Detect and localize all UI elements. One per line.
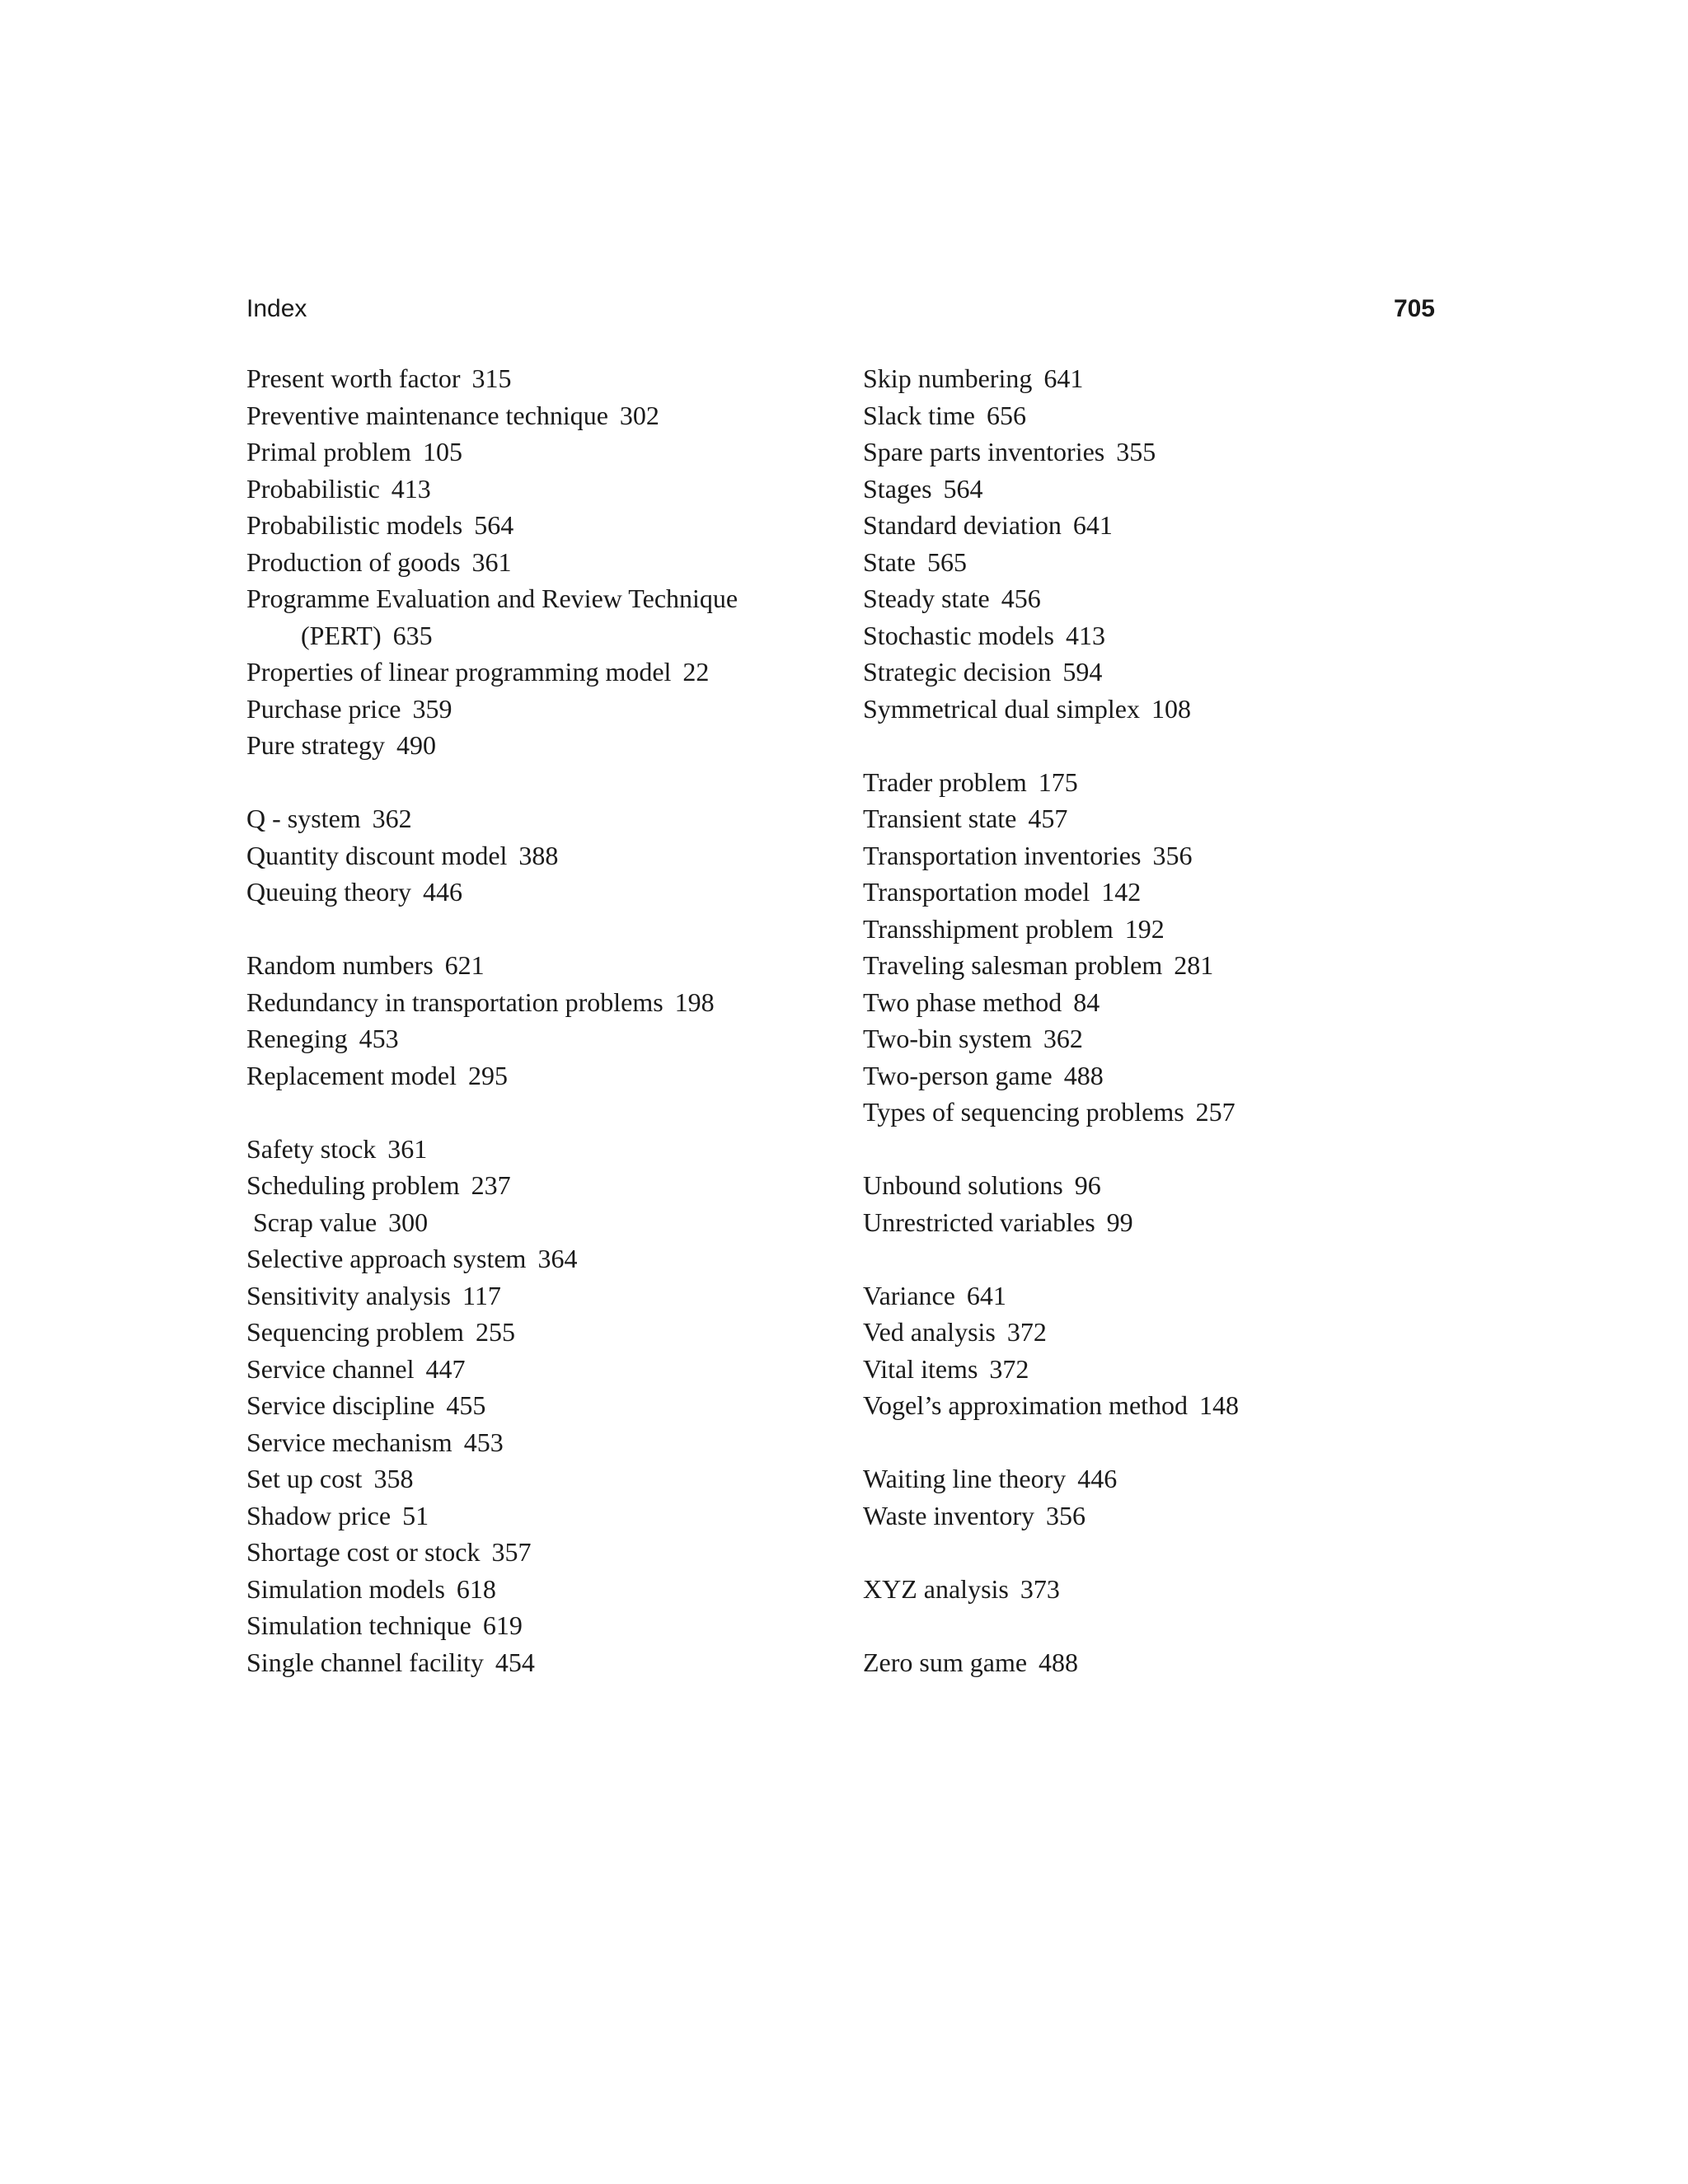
index-page-ref: 446 bbox=[1077, 1464, 1118, 1493]
index-page-ref: 96 bbox=[1074, 1170, 1101, 1200]
index-page-ref: 108 bbox=[1151, 693, 1191, 724]
index-page-ref: 175 bbox=[1038, 766, 1078, 797]
page-number: 705 bbox=[1393, 295, 1435, 322]
index-page-ref: 99 bbox=[1106, 1207, 1133, 1237]
index-entry bbox=[246, 1534, 823, 1571]
index-term: Primal problem bbox=[246, 437, 411, 466]
index-entry bbox=[246, 1571, 823, 1608]
index-term: Quantity discount model bbox=[246, 840, 508, 870]
running-header bbox=[246, 288, 1435, 330]
index-entry bbox=[863, 617, 1440, 654]
index-page-ref: 656 bbox=[986, 400, 1026, 430]
index-page-ref: 84 bbox=[1073, 987, 1100, 1017]
index-page-ref: 635 bbox=[392, 620, 433, 650]
index-term: Spare parts inventories bbox=[863, 437, 1105, 466]
index-page-ref: 641 bbox=[1043, 363, 1084, 393]
index-term: Stages bbox=[863, 473, 932, 504]
index-term: Service discipline bbox=[246, 1390, 435, 1420]
index-page-ref: 621 bbox=[444, 950, 485, 980]
index-page-ref: 641 bbox=[966, 1280, 1006, 1310]
index-page-ref: 302 bbox=[619, 400, 659, 430]
index-entry bbox=[246, 984, 823, 1021]
index-entry bbox=[863, 1497, 1440, 1535]
index-entry bbox=[863, 1020, 1440, 1057]
index-entry bbox=[246, 1204, 823, 1241]
index-term: Random numbers bbox=[246, 950, 434, 980]
index-page-ref: 198 bbox=[674, 987, 715, 1017]
index-term: Sequencing problem bbox=[246, 1317, 464, 1347]
index-term: Slack time bbox=[863, 400, 975, 430]
index-page-ref: 22 bbox=[682, 657, 710, 687]
index-term: Pure strategy bbox=[246, 730, 385, 760]
index-page-ref: 488 bbox=[1039, 1647, 1079, 1677]
index-page-ref: 619 bbox=[482, 1610, 523, 1640]
index-term: Selective approach system bbox=[246, 1244, 527, 1273]
index-term: Transshipment problem bbox=[863, 913, 1114, 944]
index-entry bbox=[246, 947, 823, 984]
index-entry bbox=[246, 1387, 823, 1424]
index-page-ref: 373 bbox=[1020, 1573, 1060, 1604]
index-term: Ved analysis bbox=[863, 1317, 996, 1347]
index-page-ref: 356 bbox=[1046, 1500, 1086, 1530]
index-page-ref: 446 bbox=[422, 877, 462, 907]
index-page-ref: 454 bbox=[495, 1647, 535, 1677]
index-page-ref: 564 bbox=[943, 473, 983, 504]
index-entry bbox=[863, 1387, 1440, 1424]
index-page-ref: 413 bbox=[1065, 620, 1105, 650]
index-term: Reneging bbox=[246, 1024, 348, 1053]
index-entry bbox=[863, 1571, 1440, 1608]
index-entry bbox=[246, 1460, 823, 1497]
index-term: Sensitivity analysis bbox=[246, 1280, 451, 1310]
index-term: Transient state bbox=[863, 804, 1017, 833]
index-page-ref: 300 bbox=[388, 1207, 429, 1237]
index-page-ref: 356 bbox=[1152, 840, 1193, 870]
index-entry bbox=[246, 544, 823, 581]
index-entry bbox=[863, 1094, 1440, 1131]
index-page-ref: 359 bbox=[412, 693, 452, 724]
index-entry bbox=[863, 874, 1440, 911]
index-page-ref: 565 bbox=[926, 546, 967, 577]
index-page-ref: 372 bbox=[989, 1353, 1029, 1384]
index-entry bbox=[246, 1424, 823, 1461]
index-term: Two-bin system bbox=[863, 1024, 1032, 1053]
index-page-ref: 257 bbox=[1195, 1097, 1236, 1127]
index-term: Shortage cost or stock bbox=[246, 1537, 481, 1567]
index-column-left bbox=[246, 360, 823, 1718]
index-term: Redundancy in transportation problems bbox=[246, 987, 663, 1017]
index-term: Probabilistic models bbox=[246, 510, 463, 540]
index-term: Scheduling problem bbox=[246, 1170, 460, 1200]
index-page-ref: 281 bbox=[1174, 950, 1214, 980]
index-term: Simulation technique bbox=[246, 1610, 471, 1640]
index-entry bbox=[863, 911, 1440, 948]
index-entry bbox=[246, 1057, 823, 1094]
index-term: Skip numbering bbox=[863, 363, 1033, 393]
index-entry bbox=[863, 1460, 1440, 1497]
index-entry bbox=[246, 1497, 823, 1535]
index-term: Present worth factor bbox=[246, 363, 461, 393]
index-entry bbox=[246, 1314, 823, 1351]
index-term: Replacement model bbox=[246, 1060, 457, 1090]
index-term: Two-person game bbox=[863, 1060, 1053, 1090]
index-page-ref: 413 bbox=[391, 473, 431, 504]
index-page-ref: 362 bbox=[372, 804, 412, 833]
index-term: Q - system bbox=[246, 804, 361, 833]
index-page-ref: 456 bbox=[1001, 583, 1041, 613]
index-entry bbox=[246, 1644, 823, 1681]
index-entry bbox=[246, 874, 823, 911]
index-term: Steady state bbox=[863, 583, 990, 613]
index-entry bbox=[246, 397, 823, 434]
index-letter-group bbox=[863, 1571, 1440, 1608]
index-term: Transportation model bbox=[863, 877, 1090, 907]
index-term: Waste inventory bbox=[863, 1500, 1035, 1530]
index-term: Waiting line theory bbox=[863, 1464, 1067, 1493]
index-page-ref: 372 bbox=[1006, 1317, 1047, 1347]
index-page-ref: 453 bbox=[359, 1024, 399, 1053]
index-term: Service mechanism bbox=[246, 1427, 452, 1457]
index-term: Purchase price bbox=[246, 693, 401, 724]
index-term-continuation bbox=[246, 617, 823, 654]
index-term: Scrap value bbox=[253, 1207, 377, 1237]
index-term: Production of goods bbox=[246, 546, 461, 577]
index-letter-group bbox=[246, 947, 823, 1094]
index-entry bbox=[246, 1607, 823, 1644]
index-term: Preventive maintenance technique bbox=[246, 400, 608, 430]
index-page-ref: 564 bbox=[474, 510, 514, 540]
index-entry bbox=[863, 1057, 1440, 1094]
index-letter-group bbox=[863, 1460, 1440, 1534]
index-entry bbox=[246, 1131, 823, 1168]
index-entry bbox=[246, 654, 823, 691]
index-letter-group bbox=[246, 800, 823, 911]
index-term: Simulation models bbox=[246, 1573, 445, 1604]
index-page-ref: 618 bbox=[456, 1573, 496, 1604]
index-entry bbox=[863, 984, 1440, 1021]
index-term-continuation-text: (PERT) bbox=[301, 620, 382, 650]
index-entry bbox=[246, 471, 823, 508]
index-entry bbox=[863, 1204, 1440, 1241]
index-letter-group bbox=[246, 360, 823, 764]
index-entry bbox=[863, 1644, 1440, 1681]
index-term: Programme Evaluation and Review Technique bbox=[246, 583, 738, 613]
index-term: Probabilistic bbox=[246, 473, 380, 504]
index-term: Standard deviation bbox=[863, 510, 1062, 540]
index-entry bbox=[863, 1277, 1440, 1315]
index-term: Queuing theory bbox=[246, 877, 411, 907]
index-term: Properties of linear programming model bbox=[246, 657, 672, 687]
index-page-ref: 255 bbox=[475, 1317, 515, 1347]
index-entry bbox=[863, 837, 1440, 874]
index-term: Vital items bbox=[863, 1353, 978, 1384]
index-page-ref: 51 bbox=[402, 1500, 429, 1530]
index-page-ref: 105 bbox=[422, 437, 462, 466]
index-page-ref: 455 bbox=[446, 1390, 486, 1420]
index-entry bbox=[246, 507, 823, 544]
index-entry bbox=[246, 1240, 823, 1277]
index-entry bbox=[863, 544, 1440, 581]
index-letter-group bbox=[863, 1644, 1440, 1681]
index-page-ref: 148 bbox=[1199, 1390, 1240, 1420]
index-letter-group bbox=[863, 1167, 1440, 1240]
index-entry bbox=[246, 691, 823, 728]
index-term: Unbound solutions bbox=[863, 1170, 1063, 1200]
index-page-ref: 488 bbox=[1063, 1060, 1104, 1090]
index-page-ref: 361 bbox=[471, 546, 512, 577]
index-term: Service channel bbox=[246, 1353, 415, 1384]
index-entry bbox=[863, 507, 1440, 544]
index-term: Stochastic models bbox=[863, 620, 1054, 650]
index-entry bbox=[863, 1314, 1440, 1351]
index-term: Shadow price bbox=[246, 1500, 392, 1530]
index-page-ref: 237 bbox=[471, 1170, 511, 1200]
index-page-ref: 362 bbox=[1043, 1024, 1083, 1053]
index-page-ref: 295 bbox=[468, 1060, 509, 1090]
index-term: State bbox=[863, 546, 916, 577]
index-entry bbox=[246, 360, 823, 397]
index-page-ref: 117 bbox=[462, 1280, 501, 1310]
index-column-right bbox=[863, 360, 1440, 1718]
index-entry bbox=[246, 1167, 823, 1204]
index-letter-group bbox=[863, 360, 1440, 727]
index-entry bbox=[246, 800, 823, 837]
index-page-ref: 490 bbox=[396, 730, 436, 760]
index-page-ref: 357 bbox=[491, 1537, 532, 1567]
index-term: Two phase method bbox=[863, 987, 1062, 1017]
index-term: Traveling salesman problem bbox=[863, 950, 1163, 980]
index-term: Transportation inventories bbox=[863, 840, 1142, 870]
index-term: Trader problem bbox=[863, 766, 1027, 797]
index-letter-group bbox=[863, 1277, 1440, 1424]
index-term: Strategic decision bbox=[863, 657, 1052, 687]
index-entry bbox=[246, 727, 823, 764]
index-page-ref: 447 bbox=[425, 1353, 466, 1384]
index-entry bbox=[863, 397, 1440, 434]
index-entry bbox=[246, 837, 823, 874]
index-page-ref: 192 bbox=[1124, 913, 1165, 944]
index-entry bbox=[863, 1167, 1440, 1204]
index-page-ref: 641 bbox=[1072, 510, 1113, 540]
index-term: XYZ analysis bbox=[863, 1573, 1009, 1604]
index-entry bbox=[863, 654, 1440, 691]
index-letter-group bbox=[863, 764, 1440, 1131]
index-entry bbox=[246, 434, 823, 471]
header-title: Index bbox=[246, 295, 307, 322]
index-term: Unrestricted variables bbox=[863, 1207, 1095, 1237]
index-entry bbox=[863, 434, 1440, 471]
index-entry bbox=[246, 1351, 823, 1388]
index-term: Safety stock bbox=[246, 1133, 377, 1164]
index-entry bbox=[863, 691, 1440, 728]
index-entry bbox=[246, 580, 823, 654]
index-page-ref: 453 bbox=[463, 1427, 504, 1457]
index-page-ref: 355 bbox=[1116, 437, 1156, 466]
index-term: Zero sum game bbox=[863, 1647, 1028, 1677]
index-page-ref: 388 bbox=[518, 840, 559, 870]
index-page-ref: 315 bbox=[471, 363, 512, 393]
index-entry bbox=[863, 764, 1440, 801]
index-term: Vogel’s approximation method bbox=[863, 1390, 1189, 1420]
index-entry bbox=[863, 800, 1440, 837]
index-entry bbox=[863, 580, 1440, 617]
index-page-ref: 358 bbox=[373, 1464, 414, 1493]
index-entry bbox=[863, 1351, 1440, 1388]
index-term: Symmetrical dual simplex bbox=[863, 693, 1140, 724]
index-entry bbox=[863, 471, 1440, 508]
index-page-ref: 364 bbox=[537, 1244, 578, 1273]
index-entry bbox=[246, 1020, 823, 1057]
index-entry bbox=[863, 947, 1440, 984]
index-entry bbox=[246, 1277, 823, 1315]
index-entry bbox=[863, 360, 1440, 397]
index-term: Set up cost bbox=[246, 1464, 363, 1493]
index-page-ref: 361 bbox=[387, 1133, 428, 1164]
index-page-ref: 142 bbox=[1101, 877, 1142, 907]
index-letter-group bbox=[246, 1131, 823, 1681]
index-term: Types of sequencing problems bbox=[863, 1097, 1184, 1127]
index-term: Single channel facility bbox=[246, 1647, 484, 1677]
index-page-ref: 594 bbox=[1062, 657, 1103, 687]
index-term: Variance bbox=[863, 1280, 955, 1310]
index-page-ref: 457 bbox=[1028, 804, 1068, 833]
